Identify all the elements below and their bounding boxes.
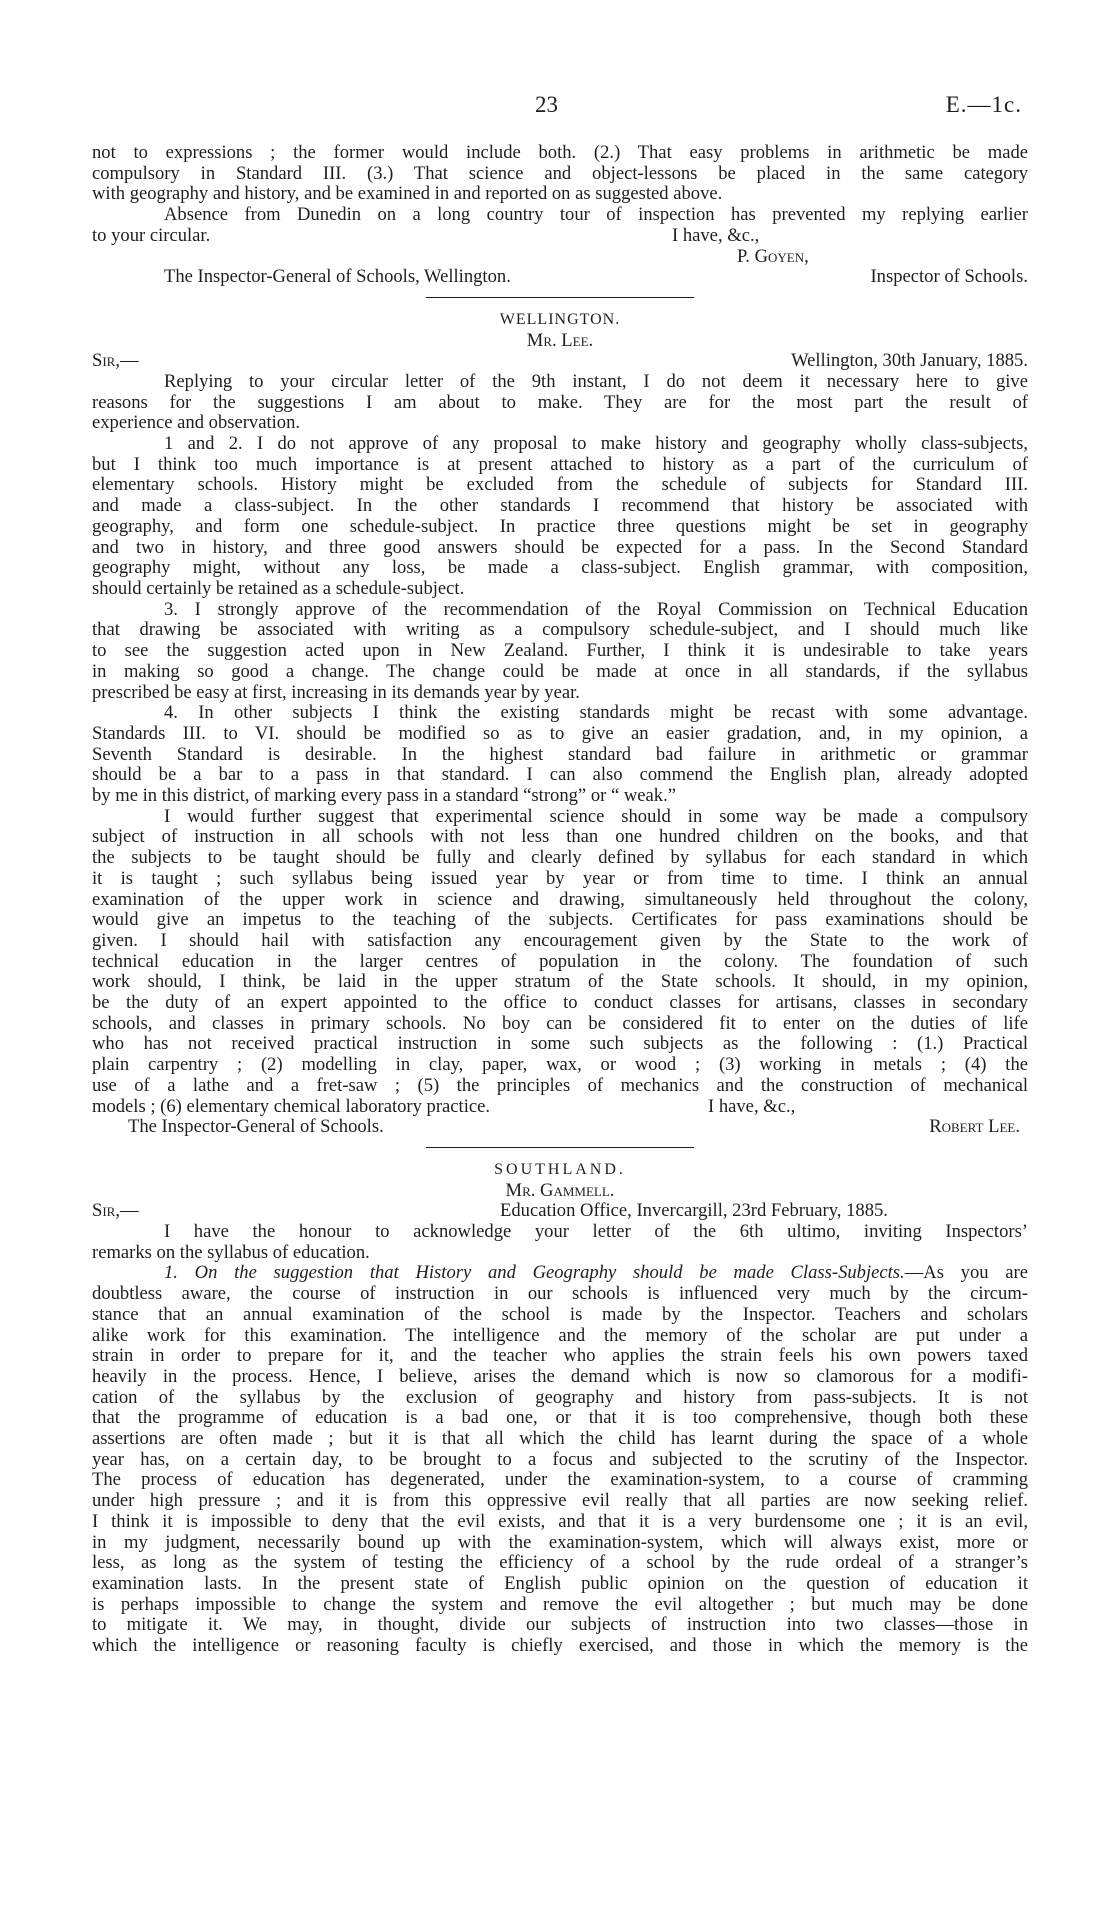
otago-letter-end xyxy=(92,143,1028,288)
text-line: it is taught ; such syllabus being issued year by year or from time to time. I think an annual xyxy=(92,867,1028,889)
text-line: The process of education has degenerated, under the examination-system, to a course of cramming xyxy=(92,1469,1028,1491)
text-line: less, as long as the system of testing the efficiency of a school by the rude ordeal of a stranger’s xyxy=(92,1552,1028,1574)
salutation: Sir,— xyxy=(92,350,139,372)
text-line: geography, and form one schedule-subject. In practice three questions might be set in geography xyxy=(92,515,1028,537)
text-line: reasons for the suggestions I am about to make. They are for the most part the result of xyxy=(92,391,1028,413)
text-line: I would further suggest that experimental science should in some way be made a compulsory xyxy=(164,805,1028,827)
text-line: I think it is impossible to deny that the evil exists, and that it is a very burdensome one ; it is an evil, xyxy=(92,1510,1028,1532)
text-line: would give an impetus to the teaching of the subjects. Certificates for pass examinations should be xyxy=(92,909,1028,931)
text-line: doubtless aware, the course of instruction in our schools is influenced very much by the circum- xyxy=(92,1283,1028,1305)
section-divider xyxy=(426,1147,694,1148)
signature-row xyxy=(92,247,1028,268)
text-line: work should, I think, be laid in the upper stratum of the State schools. It should, in my opinion, xyxy=(92,971,1028,993)
page-number: 23 xyxy=(535,92,558,117)
text-line: to mitigate it. We may, in thought, divide our subjects of instruction into two classes—those in xyxy=(92,1614,1028,1636)
text-line: which the intelligence or reasoning faculty is chiefly exercised, and those in which the memory is the xyxy=(92,1635,1028,1657)
text-line: under high pressure ; and it is from this oppressive evil really that all parties are now seeking relief. xyxy=(92,1490,1028,1512)
text-line: assertions are often made ; but it is that all which the child has learnt during the space of a whole xyxy=(92,1428,1028,1450)
text-line: should certainly be retained as a schedule-subject. xyxy=(92,578,465,599)
text-line: strain in order to prepare for it, and the teacher who applies the strain feels his own powers taxed xyxy=(92,1345,1028,1367)
text-line: examination of the upper work in science and drawing, simultaneously held throughout the colony, xyxy=(92,888,1028,910)
text-line: remarks on the syllabus of education. xyxy=(92,1241,370,1263)
addressee-row xyxy=(92,1117,1028,1138)
text-line: 4. In other subjects I think the existing standards might be recast with some advantage. xyxy=(164,702,1028,724)
text-line: the subjects to be taught should be fully and clearly defined by syllabus for each standard in which xyxy=(92,847,1028,869)
page-header xyxy=(0,92,1114,122)
text-line: schools, and classes in primary schools. No boy can be considered fit to enter on the duties of life xyxy=(92,1012,1028,1034)
dateline: Education Office, Invercargill, 23rd February, 1885. xyxy=(500,1200,888,1222)
inspector-name: Mr. Gammell. xyxy=(505,1179,615,1201)
text-line: to your circular. xyxy=(92,224,211,246)
signature: Robert Lee. xyxy=(929,1116,1020,1138)
section-heading: SOUTHLAND. xyxy=(494,1160,626,1178)
text-line: to see the suggestion acted upon in New Zealand. Further, I think it is undesirable to take years xyxy=(92,640,1028,662)
section-divider xyxy=(426,297,694,298)
text-line: plain carpentry ; (2) modelling in clay, paper, wax, or wood ; (3) working in metals ; (4) the xyxy=(92,1054,1028,1076)
signatory-title: Inspector of Schools. xyxy=(870,266,1028,288)
salutation-row xyxy=(92,1201,1028,1222)
text-fragment: —As you are xyxy=(904,1262,1028,1284)
text-line xyxy=(92,1263,1028,1284)
text-line: Absence from Dunedin on a long country tour of inspection has prevented my replying earlier xyxy=(164,204,1028,226)
salutation: Sir,— xyxy=(92,1200,139,1222)
text-line: and two in history, and three good answers should be expected for a pass. In the Second Standard xyxy=(92,536,1028,558)
closing-row xyxy=(92,226,1028,247)
text-line: and made a class-subject. In the other standards I recommend that history be associated with xyxy=(92,495,1028,517)
text-line: compulsory in Standard III. (3.) That science and object-lessons be placed in the same category xyxy=(92,162,1028,184)
text-line: experience and observation. xyxy=(92,412,301,434)
dateline: Wellington, 30th January, 1885. xyxy=(791,350,1028,372)
addressee: The Inspector-General of Schools, Wellington. xyxy=(164,266,511,288)
text-line: in making so good a change. The change could be made at once in all standards, if the syllabus xyxy=(92,660,1028,682)
addressee: The Inspector-General of Schools. xyxy=(128,1116,384,1138)
text-line: by me in this district, of marking every pass in a standard “strong” or “ weak.” xyxy=(92,785,676,807)
text-line: Replying to your circular letter of the 9th instant, I do not deem it necessary here to give xyxy=(164,370,1028,392)
salutation-row xyxy=(92,351,1028,372)
text-line: models ; (6) elementary chemical laboratory practice. xyxy=(92,1095,491,1117)
text-line: year has, on a certain day, to be brought to a focus and subjected to the scrutiny of the Inspector. xyxy=(92,1448,1028,1470)
text-line: should be a bar to a pass in that standard. I can also commend the English plan, already adopted xyxy=(92,764,1028,786)
text-line: subject of instruction in all schools with not less than one hundred children on the books, and that xyxy=(92,826,1028,848)
closing-row xyxy=(92,1097,1028,1118)
inspector-name: Mr. Lee. xyxy=(526,329,594,351)
text-line: cation of the syllabus by the exclusion of geography and history from pass-subjects. It is not xyxy=(92,1386,1028,1408)
text-line: alike work for this examination. The intelligence and the memory of the scholar are put under a xyxy=(92,1324,1028,1346)
text-line: Standards III. to VI. should be modified so as to give an easier gradation, and, in my opinion, a xyxy=(92,722,1028,744)
text-line: who has not received practical instruction in some such subjects as the following : (1.) Practical xyxy=(92,1033,1028,1055)
paragraph-title: 1. On the suggestion that History and Geography should be made Class-Subjects. xyxy=(164,1262,905,1284)
text-line: technical education in the larger centres of population in the colony. The foundation of such xyxy=(92,950,1028,972)
text-line: 3. I strongly approve of the recommendation of the Royal Commission on Technical Education xyxy=(164,598,1028,620)
addressee-row xyxy=(92,267,1028,288)
text-line: that drawing be associated with writing as a compulsory schedule-subject, and I should much like xyxy=(92,619,1028,641)
text-line: 1 and 2. I do not approve of any proposal to make history and geography wholly class-subjects, xyxy=(164,433,1028,455)
text-line: I have the honour to acknowledge your letter of the 6th ultimo, inviting Inspectors’ xyxy=(164,1221,1028,1243)
southland-section xyxy=(92,1160,1028,1657)
text-line: be the duty of an expert appointed to the office to conduct classes for artisans, classes in secondary xyxy=(92,992,1028,1014)
text-line: examination lasts. In the present state of English public opinion on the question of education it xyxy=(92,1573,1028,1594)
text-line: Seventh Standard is desirable. In the highest standard bad failure in arithmetic or grammar xyxy=(92,743,1028,765)
text-line: use of a lathe and a fret-saw ; (5) the principles of mechanics and the construction of mechanical xyxy=(92,1074,1028,1096)
text-line: elementary schools. History might be excluded from the schedule of subjects for Standard III. xyxy=(92,474,1028,496)
section-heading: WELLINGTON. xyxy=(499,310,621,328)
document-reference: E.—1c. xyxy=(945,92,1022,117)
text-line: in my judgment, necessarily bound up with the examination-system, which will always exist, more or xyxy=(92,1531,1028,1553)
text-line: prescribed be easy at first, increasing in its demands year by year. xyxy=(92,681,580,703)
text-line: geography might, without any loss, be made a class-subject. English grammar, with composition, xyxy=(92,557,1028,579)
closing-phrase: I have, &c., xyxy=(672,224,760,246)
text-line: stance that an annual examination of the school is made by the Inspector. Teachers and scholars xyxy=(92,1303,1028,1325)
text-line: with geography and history, and be examined in and reported on as suggested above. xyxy=(92,183,723,205)
signature: P. Goyen, xyxy=(737,245,809,267)
text-line: but I think too much importance is at present attached to history as a part of the curriculum of xyxy=(92,453,1028,475)
text-line: given. I should hail with satisfaction any encouragement given by the State to the work of xyxy=(92,929,1028,951)
text-line: that the programme of education is a bad one, or that it is too comprehensive, though both these xyxy=(92,1407,1028,1429)
text-line: not to expressions ; the former would include both. (2.) That easy problems in arithmetic be made xyxy=(92,142,1028,163)
text-line: is perhaps impossible to change the system and remove the evil altogether ; but much may be done xyxy=(92,1593,1028,1615)
text-line: heavily in the process. Hence, I believe, arises the demand which is now so clamorous for a modifi- xyxy=(92,1365,1028,1387)
wellington-section xyxy=(92,310,1028,1138)
page-content xyxy=(92,143,1028,1657)
closing-phrase: I have, &c., xyxy=(708,1095,796,1117)
